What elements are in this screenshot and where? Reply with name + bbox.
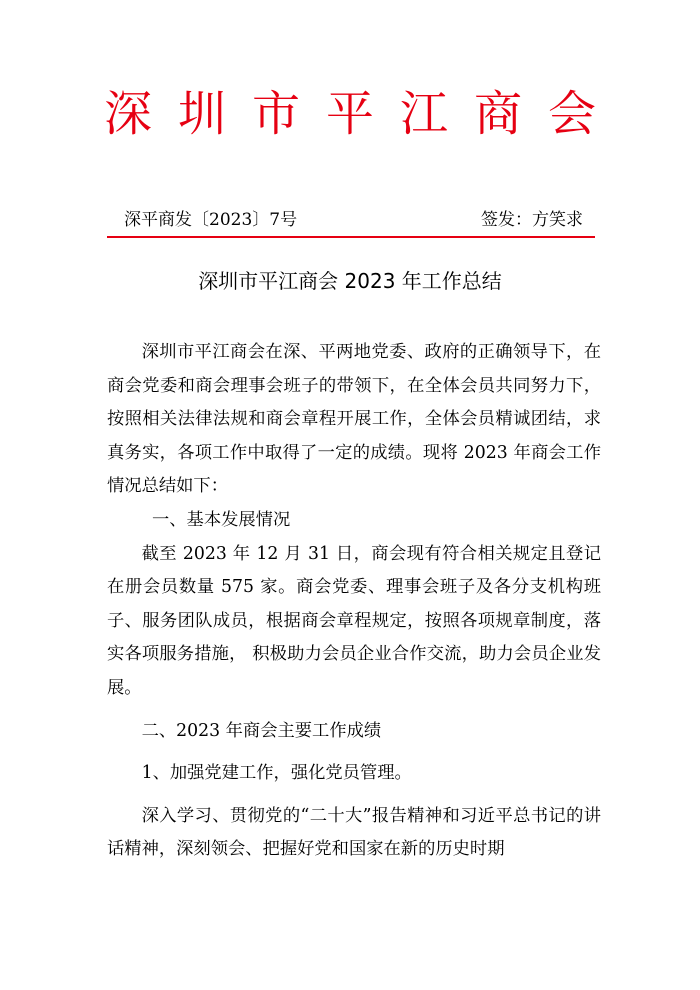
section-1-paragraph: 截至 2023 年 12 月 31 日，商会现有符合相关规定且登记在册会员数量 575 家。商会党委、理事会班子及各分支机构班子、服务团队成员，根据商会章程规定，按照各项规章制度，落实各项服务措施， 积极助力会员企业合作交流，助力会员企业发展。 (107, 543, 601, 698)
document-title: 深圳市平江商会 2023 年工作总结 (198, 269, 502, 293)
red-divider-line (107, 236, 595, 238)
subsection-1-paragraph: 深入学习、贯彻党的“二十大”报告精神和习近平总书记的讲话精神，深刻领会、把握好党和国家在新的历史时期 (107, 805, 601, 860)
section-heading-2: 二、2023 年商会主要工作成绩 (141, 720, 382, 741)
intro-paragraph: 深圳市平江商会在深、平两地党委、政府的正确领导下，在商会党委和商会理事会班子的带领下，在全体会员共同努力下，按照相关法律法规和商会章程开展工作，全体会员精诚团结，求真务实，各项工作中取得了一定的成绩。现将 2023 年商会工作情况总结如下： (107, 342, 601, 497)
document-body (107, 336, 601, 867)
signer: 签发：方笑求 (481, 210, 583, 230)
org-letterhead: 深圳市平江商会 (103, 86, 622, 142)
subsection-heading-1: 1、加强党建工作，强化党员管理。 (141, 763, 412, 784)
document-number: 深平商发〔2023〕7号 (124, 210, 298, 230)
section-heading-1: 一、基本发展情况 (151, 509, 291, 530)
